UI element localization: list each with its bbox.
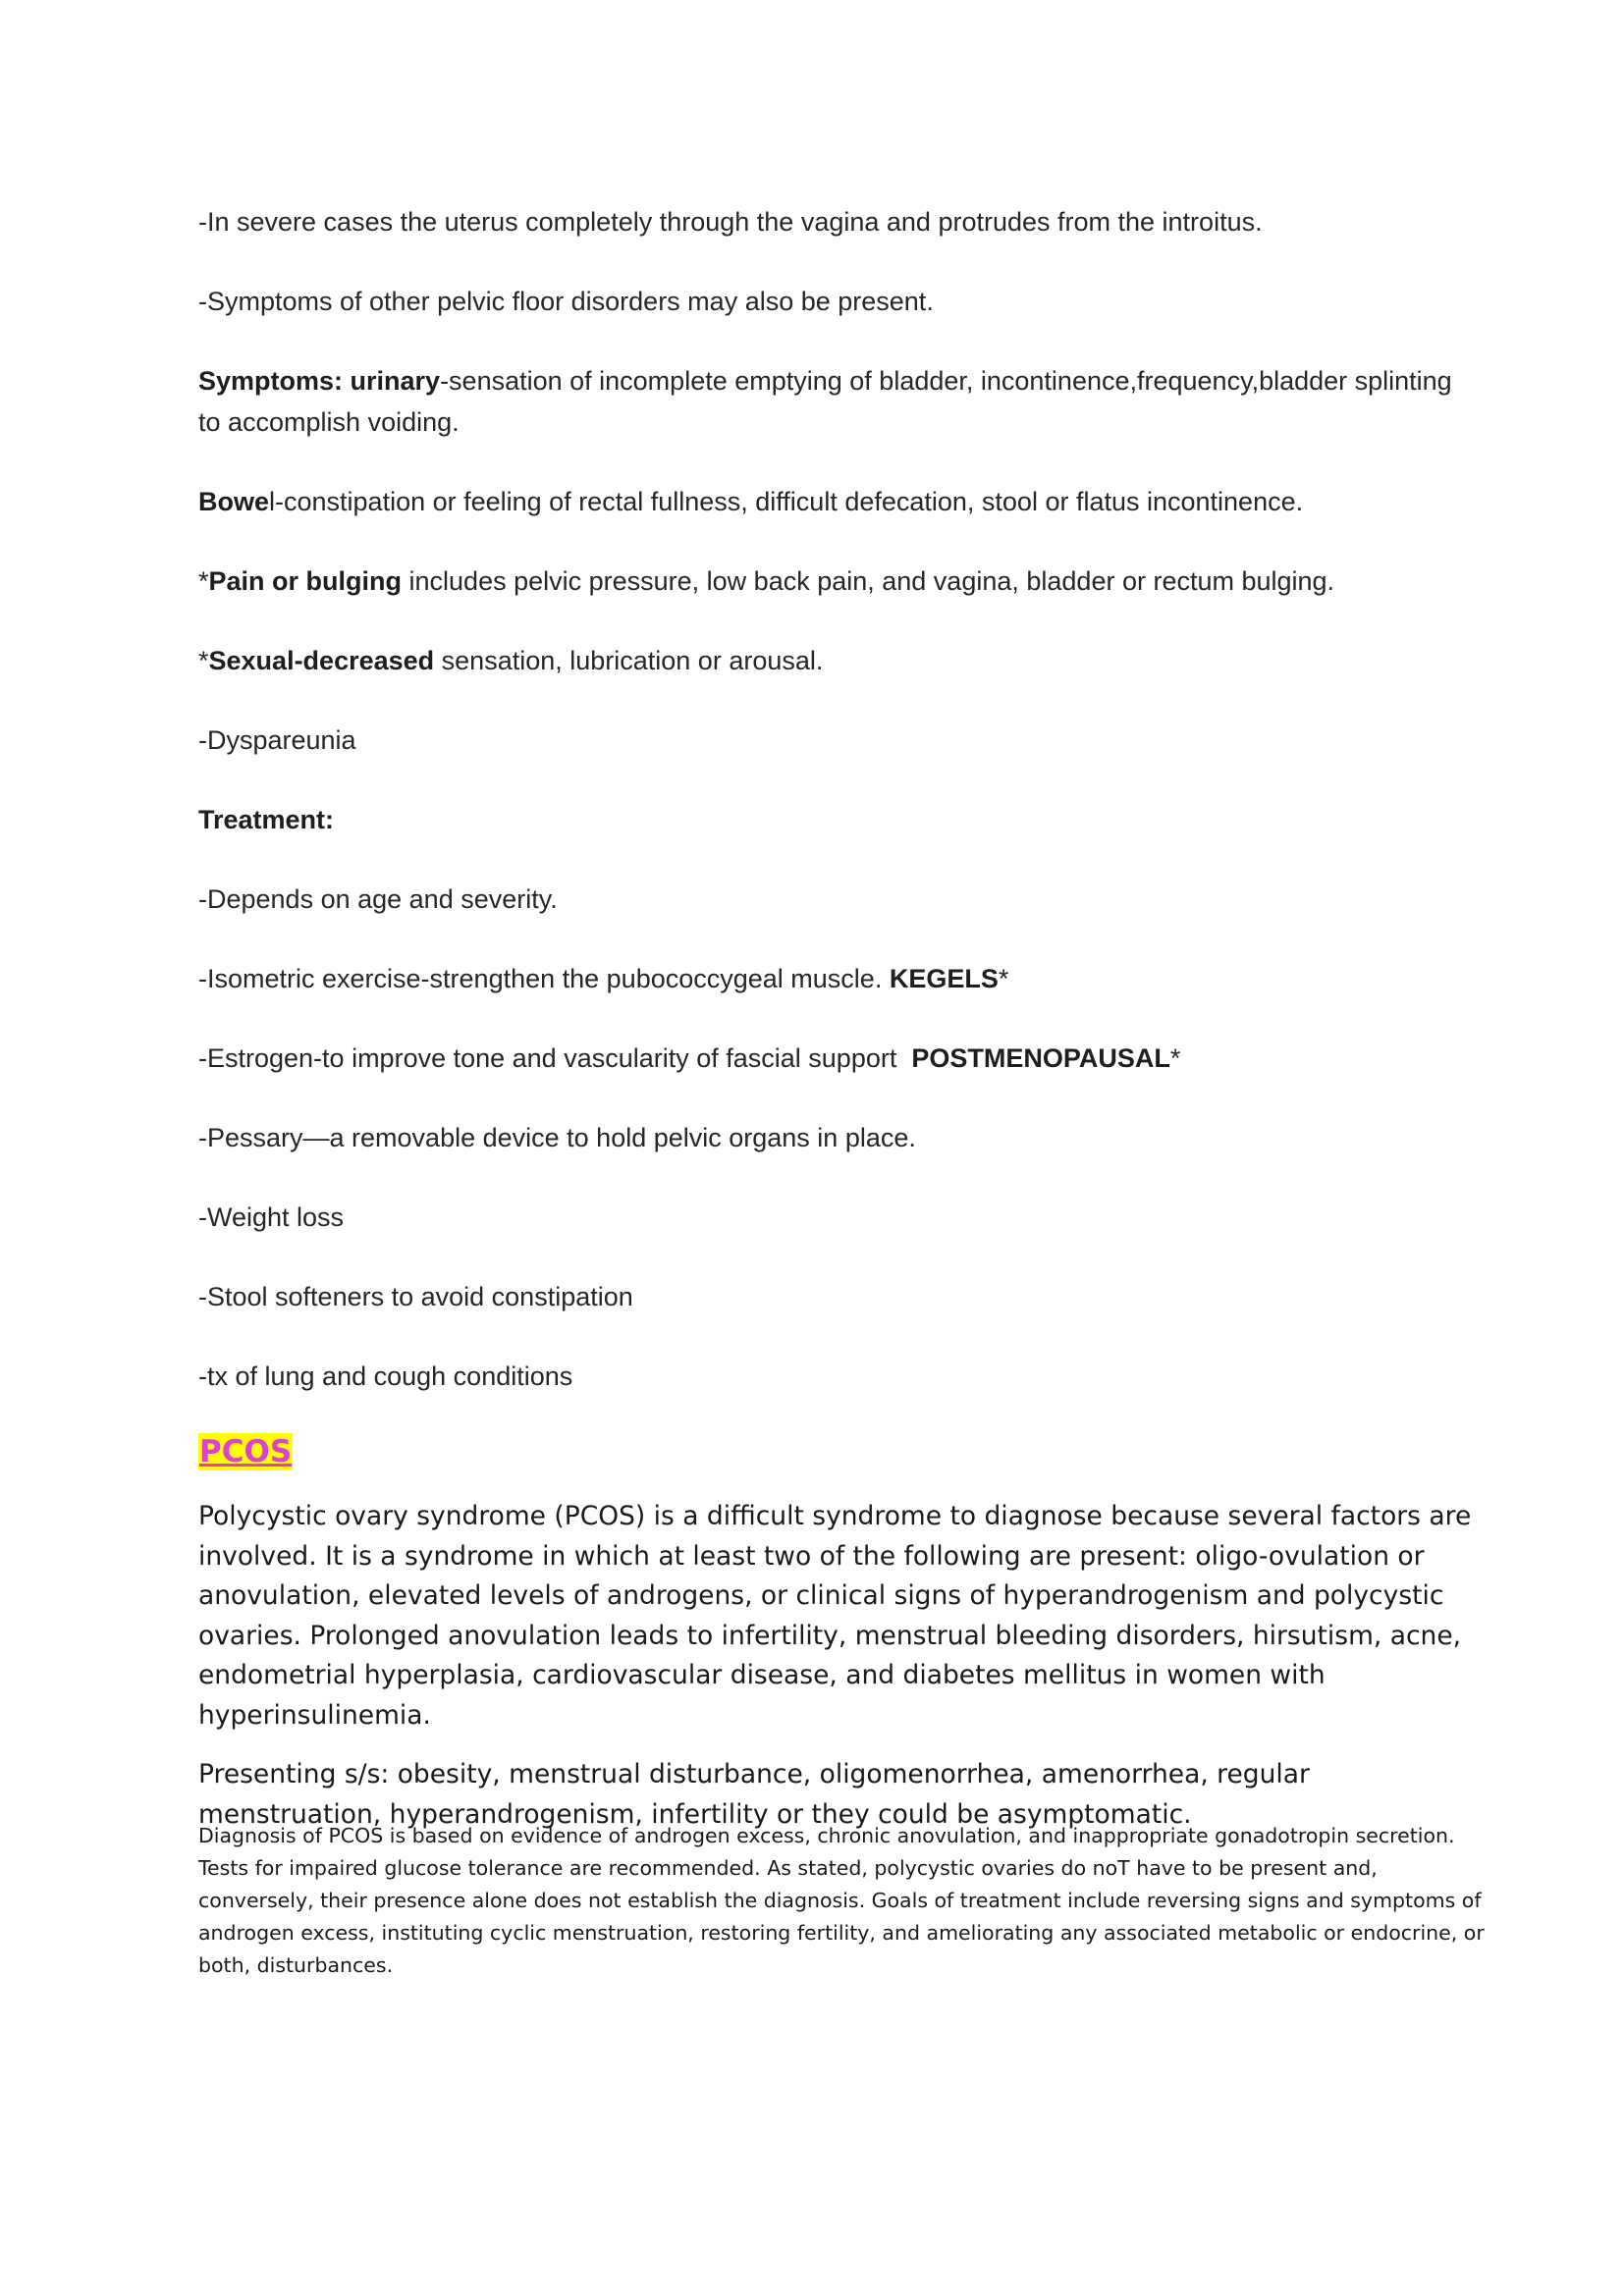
sexual-text: sensation, lubrication or arousal. [434,646,824,675]
pcos-presenting-paragraph: Presenting s/s: obesity, menstrual disturbance, oligomenorrhea, amenorrhea, regular menstruation, hyperandrogenism, infertility or they could be asymptomatic. [198,1759,1310,1830]
kegels-label: KEGELS [889,964,999,993]
postmenopausal-label: POSTMENOPAUSAL [911,1043,1170,1073]
asterisk: * [1169,1043,1181,1073]
pain-bulging-label: Pain or bulging [208,566,403,596]
asterisk: * [198,566,209,596]
treatment-item-kegels [198,958,1475,999]
pcos-definition-paragraph: Polycystic ovary syndrome (PCOS) is a difficult syndrome to diagnose because several factors are involved. It is a syndrome in which at least two of the following are present: oligo-ovulation or anovulation, elevated levels of androgens, or clinical signs of hyperandrogenism and polycystic ovaries. Prolonged anovulation leads to infertility, menstrual bleeding disorders, hirsutism, acne, endometrial hyperplasia, cardiovascular disease, and diabetes mellitus in women with hyperinsulinemia. [198,1501,1472,1731]
asterisk: * [198,646,209,675]
paragraph-sexual [198,640,1475,681]
pcos-diagnosis-section [198,1820,1485,1982]
pcos-section [198,1497,1485,1854]
paragraph-urinary-symptoms [198,360,1475,443]
pain-bulging-text: includes pelvic pressure, low back pain, and vagina, bladder or rectum bulging. [402,566,1335,596]
bowel-symptoms-text: l-constipation or feeling of rectal fullness, difficult defecation, stool or flatus incontinence. [269,487,1304,516]
pcos-heading: PCOS [199,1434,293,1469]
treatment-item-pessary: -Pessary—a removable device to hold pelvic organs in place. [198,1123,916,1152]
pcos-diagnosis-paragraph: Diagnosis of PCOS is based on evidence of androgen excess, chronic anovulation, and inappropriate gonadotropin secretion. Tests for impaired glucose tolerance are recommended. As stated, polycystic ovaries do noT have to be present and, conversely, their presence alone does not establish the diagnosis. Goals of treatment include reversing signs and symptoms of androgen excess, instituting cyclic menstruation, restoring fertility, and ameliorating any associated metabolic or endocrine, or both, disturbances. [198,1824,1485,1977]
treatment-item-lung-cough: -tx of lung and cough conditions [198,1362,573,1391]
urinary-symptoms-text: -sensation of incomplete emptying of bladder, incontinence,frequency,bladder splinting to accomplish voiding. [198,366,1452,437]
asterisk: * [998,964,1009,993]
paragraph-pain-bulging [198,561,1475,602]
symptoms-urinary-label: Symptoms: urinary [198,366,441,396]
paragraph-bowel-symptoms [198,481,1475,522]
treatment-item-age: -Depends on age and severity. [198,884,558,914]
kegels-text: -Isometric exercise-strengthen the pubococcygeal muscle. [198,964,890,993]
bowel-label: Bowe [198,487,270,516]
prolapse-section [198,201,1475,1435]
estrogen-text: -Estrogen-to improve tone and vascularity of fascial support [198,1043,912,1073]
paragraph-other-disorders: -Symptoms of other pelvic floor disorders may also be present. [198,287,934,316]
sexual-decreased-label: Sexual-decreased [208,646,435,675]
paragraph-severe-cases: -In severe cases the uterus completely through the vagina and protrudes from the introitus. [198,207,1263,237]
treatment-heading-text: Treatment: [198,805,335,834]
treatment-heading [198,799,1475,840]
treatment-item-stool-softeners: -Stool softeners to avoid constipation [198,1282,633,1311]
paragraph-dyspareunia: -Dyspareunia [198,725,356,755]
treatment-item-weight-loss: -Weight loss [198,1202,345,1232]
treatment-item-estrogen [198,1038,1475,1079]
